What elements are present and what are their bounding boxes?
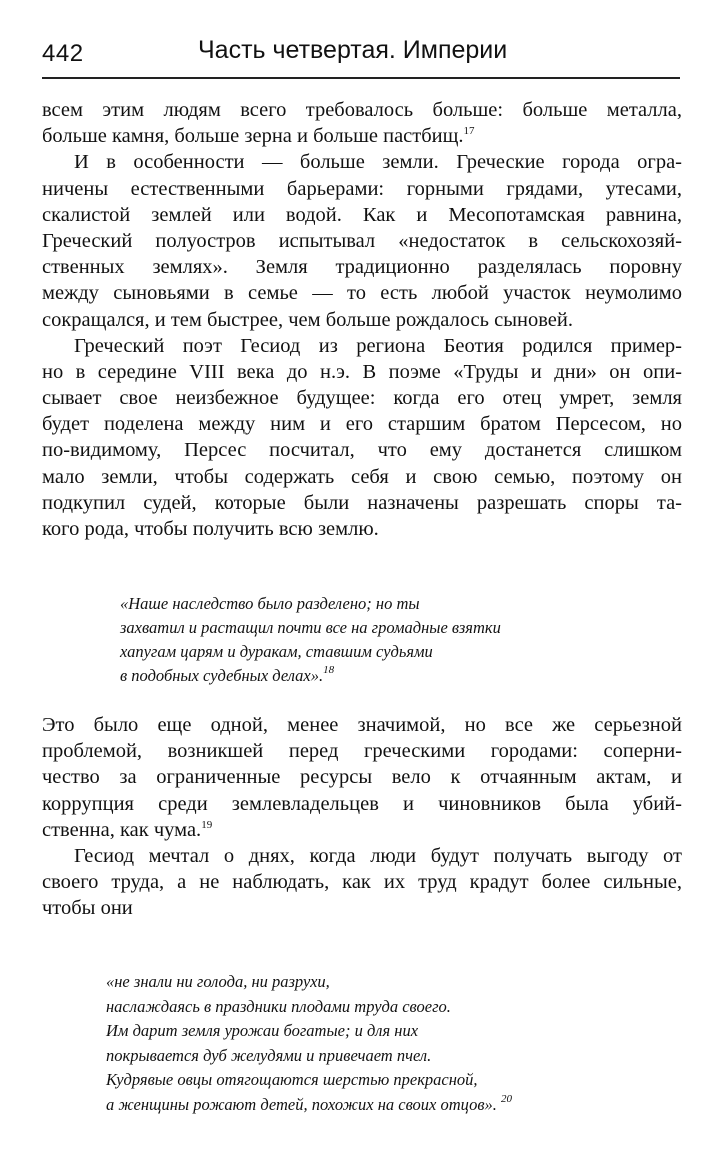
text-line: между сыновьями в семье — то есть любой участок неумолимо <box>42 282 682 305</box>
text-line: проблемой, возникшей перед греческими городами: соперни- <box>42 740 682 763</box>
text-line: сокращался, и тем быстрее, чем больше рождалось сыновей. <box>42 308 573 331</box>
paragraph-1 <box>42 97 682 149</box>
text-line: ничены естественными барьерами: горными грядами, утесами, <box>42 177 682 200</box>
page-header <box>42 30 682 78</box>
paragraph-5 <box>42 843 682 922</box>
paragraph-3 <box>42 333 682 543</box>
poem-quote-2 <box>106 970 512 1118</box>
text-line: Гесиод мечтал о днях, когда люди будут получать выгоду от <box>74 844 682 867</box>
text-line: Это было еще одной, менее значимой, но все же серьезной <box>42 714 682 736</box>
paragraph-4 <box>42 712 682 843</box>
text-line: коррупция среди землевладельцев и чиновников была убий- <box>42 792 682 815</box>
running-title: Часть четвертая. Империи <box>198 36 508 64</box>
text-line: кого рода, чтобы получить всю землю. <box>42 518 379 540</box>
quote-line: «Наше наследство было разделено; но ты <box>120 594 420 613</box>
page-number: 442 <box>42 40 84 67</box>
text-line: скалистой землей или водой. Как и Месопотамская равнина, <box>42 203 682 226</box>
quote-line-content: в подобных судебных делах». <box>120 666 324 685</box>
text-line-content: больше камня, больше зерна и больше пастбищ. <box>42 125 464 148</box>
quote-line <box>120 664 501 688</box>
footnote-mark: 18 <box>323 664 335 676</box>
quote-line <box>106 1093 512 1118</box>
text-line: подкупил судей, которые были назначены разрешать споры та- <box>42 491 682 514</box>
text-line: своего труда, а не наблюдать, как их труд крадут более сильные, <box>42 871 682 894</box>
text-line: чтобы они <box>42 897 133 920</box>
quote-line: Кудрявые овцы отягощаются шерстью прекрасной, <box>106 1070 478 1090</box>
quote-line: захватил и растащил почти все на громадные взятки <box>120 618 501 637</box>
text-line: чество за ограниченные ресурсы вело к отчаянным актам, и <box>42 766 682 789</box>
text-line: будет поделена между ним и его старшим братом Персесом, но <box>42 413 682 436</box>
text-line <box>42 817 682 843</box>
poem-quote-1 <box>120 592 501 688</box>
body-text-lower <box>42 712 682 922</box>
text-line: но в середине VIII века до н.э. В поэме «Труды и дни» он опи- <box>42 360 682 383</box>
quote-line: наслаждаясь в праздники плодами труда своего. <box>106 996 451 1016</box>
quote-line: Им дарит земля урожаи богатые; и для них <box>106 1021 419 1041</box>
quote-line: хапугам царям и дуракам, ставшим судьями <box>120 642 433 661</box>
text-line: Греческий поэт Гесиод из региона Беотия родился пример- <box>74 334 682 357</box>
text-line: по-видимому, Персес посчитал, что ему достанется слишком <box>42 439 682 462</box>
header-rule <box>42 77 680 79</box>
footnote-mark: 17 <box>463 125 475 138</box>
text-line: сывает свое неизбежное будущее: когда его отец умрет, земля <box>42 387 682 410</box>
paragraph-2 <box>42 149 682 332</box>
text-line: ственных землях». Земля традиционно разделялась поровну <box>42 256 682 279</box>
quote-line: покрывается дуб желудями и привечает пчел. <box>106 1045 432 1065</box>
text-line: И в особенности — больше земли. Греческие города огра- <box>74 151 682 174</box>
quote-line: «не знали ни голода, ни разрухи, <box>106 972 330 991</box>
footnote-mark: 20 <box>501 1092 513 1105</box>
text-line: мало земли, чтобы содержать себя и свою семью, поэтому он <box>42 465 682 488</box>
text-line: Греческий полуостров испытывал «недостаток в сельскохозяй- <box>42 229 682 252</box>
text-line-content: ственна, как чума. <box>42 818 202 841</box>
footnote-mark: 19 <box>201 818 213 831</box>
text-line <box>42 123 682 149</box>
body-text <box>42 97 682 542</box>
quote-line-content: а женщины рожают детей, похожих на своих отцов». <box>106 1094 497 1114</box>
text-line: всем этим людям всего требовалось больше: больше металла, <box>42 99 682 121</box>
